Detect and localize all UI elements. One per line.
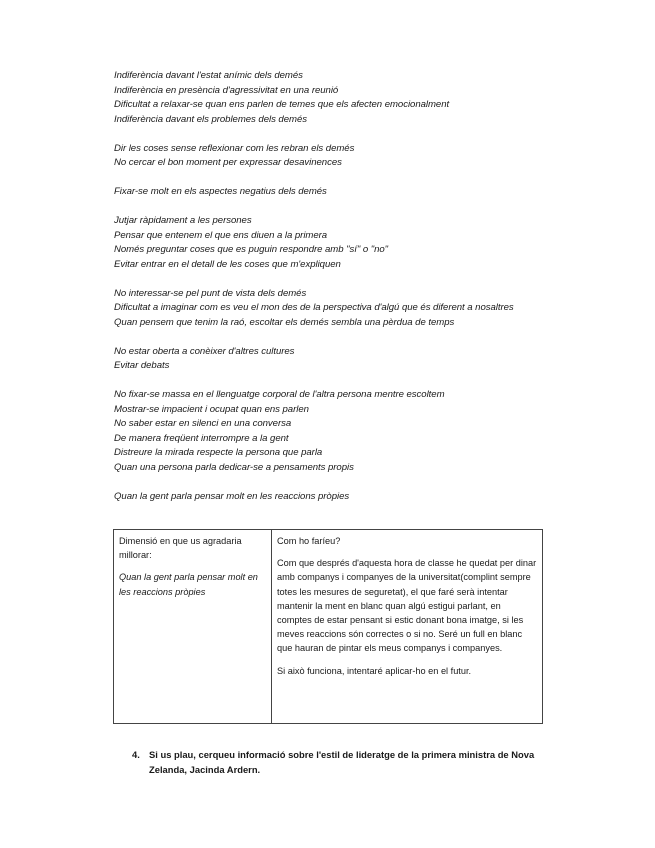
- list-item: Quan pensem que tenim la raó, escoltar els demés sembla una pèrdua de temps: [114, 316, 455, 328]
- list-item: De manera freqüent interrompre a la gent: [114, 432, 289, 444]
- list-group: [114, 142, 574, 171]
- dimension-value: Quan la gent parla pensar molt en les reaccions pròpies: [119, 572, 258, 597]
- list-item: Dificultat a relaxar-se quan ens parlen de temes que els afecten emocionalment: [114, 99, 450, 110]
- question-item: [132, 747, 542, 777]
- method-cell: [272, 530, 543, 724]
- list-item: No fixar-se massa en el llenguatge corporal de l'altra persona mentre escoltem: [114, 389, 445, 400]
- list-item: Indiferència davant l'estat anímic dels demés: [114, 70, 303, 81]
- list-item: Fixar-se molt en els aspectes negatius dels demés: [114, 186, 327, 197]
- list-item: Dir les coses sense reflexionar com les rebran els demés: [114, 142, 355, 154]
- dimension-cell: [114, 530, 272, 724]
- list-item: Evitar debats: [114, 360, 170, 371]
- list-item: No interessar-se pel punt de vista dels demés: [114, 287, 307, 299]
- list-item: Jutjar ràpidament a les persones: [114, 215, 252, 226]
- table-row: [114, 530, 543, 724]
- list-item: Indiferència davant els problemes dels demés: [114, 113, 307, 125]
- improvement-table: [113, 529, 543, 724]
- method-header: Com ho faríeu?: [277, 536, 341, 546]
- list-item: No saber estar en silenci en una conversa: [114, 418, 292, 429]
- list-group: [114, 490, 574, 505]
- method-paragraph: Com que després d'aquesta hora de classe he quedat per dinar amb companys i companyes de la universitat(complint sempre totes les mesures de seguretat), el que faré serà intentar mantenir la ment en blanc quan algú estigui parlant, en comptes de estar pensant si estic donant bona imatge, si les meves reaccions són correctes o si no. Seré un full en blanc que hauran de pintar els meus companys i companyes.: [277, 558, 537, 654]
- list-group: [114, 388, 574, 475]
- list-group: [114, 214, 574, 272]
- list-group: [114, 69, 574, 127]
- list-item: Evitar entrar en el detall de les coses que m'expliquen: [114, 258, 341, 270]
- list-item: Indiferència en presència d'agressivitat en una reunió: [114, 84, 339, 96]
- list-item: Mostrar-se impacient i ocupat quan ens parlen: [114, 403, 309, 415]
- question-number: 4.: [132, 749, 140, 760]
- list-item: Dificultat a imaginar com es veu el mon des de la perspectiva d'algú que és diferent a nosaltres: [114, 302, 514, 313]
- list-item: Distreure la mirada respecte la persona que parla: [114, 447, 323, 458]
- list-item: Quan una persona parla dedicar-se a pensaments propis: [114, 461, 354, 473]
- dimension-header: Dimensió en que us agradaria millorar:: [119, 536, 242, 561]
- list-group: [114, 345, 574, 374]
- list-item: No estar oberta a conèixer d'altres cultures: [114, 345, 295, 357]
- method-paragraph: Si això funciona, intentaré aplicar-ho en el futur.: [277, 665, 472, 676]
- list-item: Quan la gent parla pensar molt en les reaccions pròpies: [114, 490, 350, 502]
- list-item: No cercar el bon moment per expressar desavinences: [114, 157, 342, 168]
- list-item: Només preguntar coses que es puguin respondre amb "sí" o "no": [114, 244, 389, 255]
- difficulty-list: [114, 69, 574, 519]
- list-item: Pensar que entenem el que ens diuen a la primera: [114, 229, 328, 241]
- list-group: [114, 185, 574, 200]
- question-text: Si us plau, cerqueu informació sobre l'estil de lideratge de la primera ministra de Nova Zelanda, Jacinda Ardern.: [149, 749, 535, 775]
- list-group: [114, 287, 574, 331]
